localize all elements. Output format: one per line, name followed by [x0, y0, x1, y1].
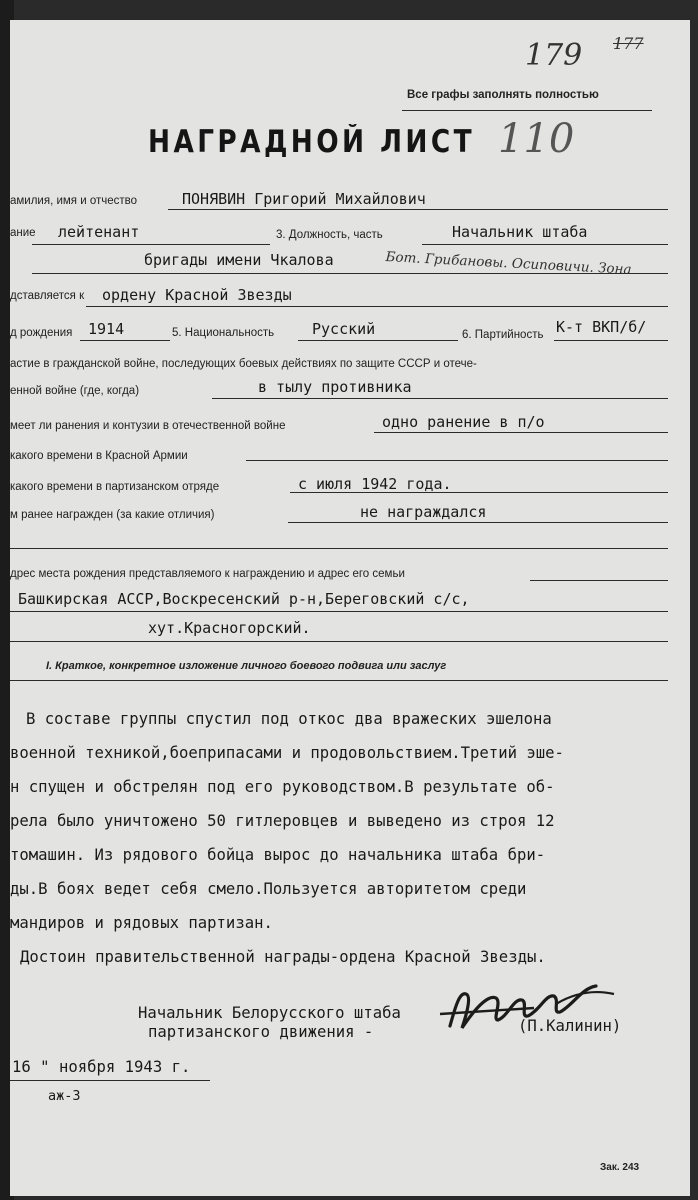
narrative-line-4: рела было уничтожено 50 гитлеровцев и выведено из строя 12 [10, 812, 555, 830]
narrative-line-5: томашин. Из рядового бойца вырос до начальника штаба бри- [10, 846, 546, 864]
red-army-since-underline [246, 460, 668, 461]
narrative-line-3: н спущен и обстрелян под его руководством.В результате об- [10, 778, 555, 796]
date-underline [10, 1080, 210, 1081]
narrative-line-2: военной техникой,боеприпасами и продовольствием.Третий эше- [10, 744, 564, 762]
document-date: 16 " ноября 1943 г. [12, 1058, 191, 1076]
participation-value: в тылу противника [258, 378, 412, 396]
page-title: НАГРАДНОЙ ЛИСТ [148, 124, 475, 160]
position-label: 3. Должность, часть [276, 229, 383, 241]
document-sheet [10, 20, 690, 1196]
position-value-line1: Начальник штаба [452, 223, 588, 241]
address-underline-2 [10, 641, 668, 642]
narrative-line-1: В составе группы спустил под откос два вражеских эшелона [26, 710, 552, 728]
fill-all-fields-note: Все графы заполнять полностью [407, 89, 599, 101]
narrative-line-8: Достоин правительственной награды-ордена Красной Звезды. [20, 948, 546, 966]
wounds-value: одно ранение в п/о [382, 413, 545, 431]
partisan-since-value: с июля 1942 года. [298, 475, 452, 493]
name-value: ПОНЯВИН Григорий Михайлович [182, 190, 426, 208]
name-underline [168, 209, 668, 210]
address-label: дрес места рождения представляемого к награждению и адрес его семьи [10, 568, 405, 580]
wounds-label: меет ли ранения и контузии в отечественной войне [10, 420, 286, 432]
partisan-since-label: какого времени в партизанском отряде [10, 481, 220, 493]
participation-label-line1: астие в гражданской войне, последующих боевых действиях по защите СССР и отече- [10, 358, 477, 370]
signatory-name: (П.Калинин) [518, 1017, 622, 1035]
nationality-label: 5. Национальность [172, 327, 275, 339]
party-underline [554, 340, 668, 341]
birth-year-label: д рождения [10, 327, 73, 339]
nominated-for-label: дставляется к [10, 290, 85, 302]
section-one-underline [10, 680, 668, 681]
print-order-number: Зак. 243 [600, 1162, 640, 1173]
address-value-line2: хут.Красногорский. [148, 619, 311, 637]
registration-code: аж-3 [48, 1088, 81, 1104]
rank-value: лейтенант [58, 223, 140, 241]
position-value-line2: бригады имени Чкалова [144, 251, 334, 269]
nominated-for-underline [86, 306, 668, 307]
name-label: амилия, имя и отчество [10, 195, 138, 207]
nationality-value: Русский [312, 320, 376, 338]
header-note-underline [402, 110, 652, 111]
address-label-underline [530, 580, 668, 581]
narrative-line-7: мандиров и рядовых партизан. [10, 914, 273, 932]
position-handwritten-note: Бот. Грибановы. Осиповичи. Зона [385, 249, 632, 278]
handwritten-title-number: 110 [498, 116, 575, 162]
archive-old-number: 177 [613, 34, 644, 53]
position-underline-1 [422, 244, 668, 245]
participation-label-line2: енной войне (где, когда) [10, 385, 140, 397]
participation-underline [212, 398, 668, 399]
partisan-since-underline [290, 492, 668, 493]
address-underline-1 [10, 611, 668, 612]
party-value: К-т ВКП/б/ [556, 318, 647, 336]
rank-underline [32, 244, 270, 245]
nationality-underline [298, 340, 458, 341]
wounds-underline [374, 432, 668, 433]
narrative-line-6: ды.В боях ведет себя смело.Пользуется авторитетом среди [10, 880, 527, 898]
blank-line-1 [10, 548, 668, 549]
red-army-since-label: какого времени в Красной Армии [10, 450, 188, 462]
position-underline-2 [32, 273, 668, 274]
birth-year-value: 1914 [88, 320, 125, 338]
nominated-for-value: ордену Красной Звезды [102, 286, 292, 304]
address-value-line1: Башкирская АССР,Воскресенский р-н,Береговский с/с, [18, 590, 470, 608]
signatory-title-line2: партизанского движения - [148, 1023, 374, 1041]
rank-label: ание [10, 227, 36, 239]
signatory-title-line1: Начальник Белорусского штаба [138, 1004, 401, 1022]
archive-page-number: 179 [525, 38, 583, 73]
section-one-heading: I. Краткое, конкретное изложение личного боевого подвига или заслуг [46, 660, 447, 672]
previous-awards-underline [288, 522, 668, 523]
previous-awards-value: не награждался [360, 503, 487, 521]
party-label: 6. Партийность [462, 329, 544, 341]
previous-awards-label: м ранее награжден (за какие отличия) [10, 509, 215, 521]
birth-year-underline [80, 340, 170, 341]
